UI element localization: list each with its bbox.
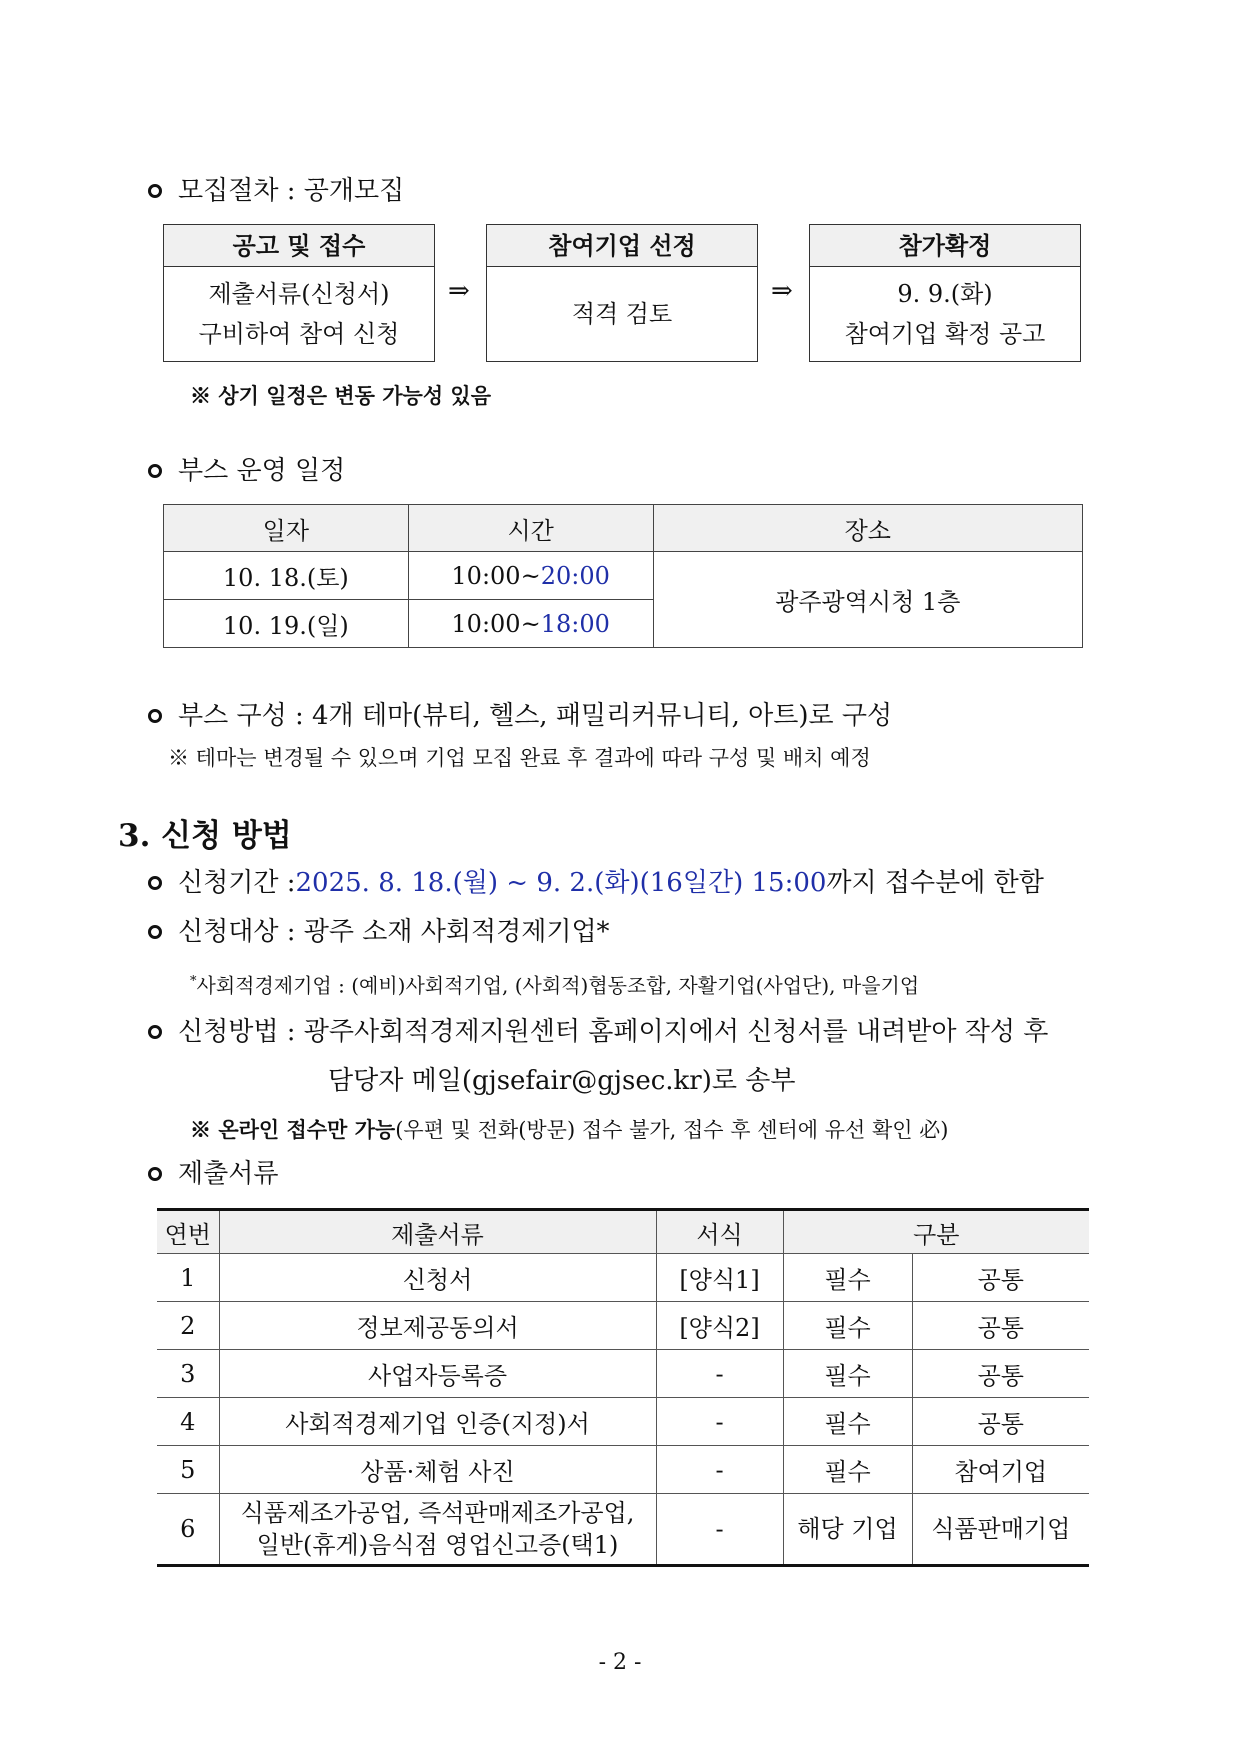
docs-heading-text: 제출서류: [178, 1159, 279, 1189]
type-cell: 공통: [912, 1398, 1089, 1446]
form-cell: -: [656, 1446, 783, 1494]
time-start: 10:00~: [451, 561, 541, 590]
recruit-note: ※ 상기 일정은 변동 가능성 있음: [190, 383, 491, 408]
flow-step-title: 참가확정: [810, 225, 1080, 267]
doc-line: 일반(휴게)음식점 영업신고증(택1): [256, 1531, 619, 1559]
circle-bullet-icon: [148, 925, 162, 939]
table-header-cell: 시간: [408, 505, 653, 552]
doc-cell: [219, 1494, 656, 1566]
booth-config-heading-text: 부스 구성 : 4개 테마(뷰티, 헬스, 패밀리커뮤니티, 아트)로 구성: [178, 701, 893, 731]
no-cell: 1: [157, 1254, 219, 1302]
apply-method-line2: 담당자 메일(gjsefair@gjsec.kr)로 송부: [328, 1066, 796, 1096]
time-start: 10:00~: [451, 609, 541, 638]
circle-bullet-icon: [148, 1025, 162, 1039]
flow-step-line: 9. 9.(화): [897, 280, 993, 308]
circle-bullet-icon: [148, 876, 162, 890]
circle-bullet-icon: [148, 184, 162, 198]
online-note-bold: 온라인 접수만 가능: [218, 1117, 396, 1142]
date-cell: 10. 18.(토): [164, 552, 409, 600]
no-cell: 3: [157, 1350, 219, 1398]
form-cell: [양식2]: [656, 1302, 783, 1350]
flow-step-title: 공고 및 접수: [164, 225, 434, 267]
apply-period-label: 신청기간 :: [178, 868, 296, 898]
req-cell: 필수: [783, 1302, 912, 1350]
type-cell: 공통: [912, 1302, 1089, 1350]
recruit-heading-text: 모집절차 : 공개모집: [178, 176, 405, 206]
doc-cell: 정보제공동의서: [219, 1302, 656, 1350]
circle-bullet-icon: [148, 709, 162, 723]
recruit-heading: [148, 174, 404, 208]
doc-cell: 상품·체험 사진: [219, 1446, 656, 1494]
req-cell: 해당 기업: [783, 1494, 912, 1566]
booth-config-note: ※ 테마는 변경될 수 있으며 기업 모집 완료 후 결과에 따라 구성 및 배치 예정: [168, 746, 871, 770]
page-number: - 2 -: [598, 1650, 642, 1675]
place-cell: 광주광역시청 1층: [653, 552, 1082, 648]
no-cell: 4: [157, 1398, 219, 1446]
table-row: [157, 1446, 1089, 1494]
time-end: 20:00: [540, 561, 610, 590]
online-note: [190, 1116, 948, 1144]
docs-heading: [148, 1157, 278, 1191]
table-row: [164, 552, 1083, 600]
flow-step-title: 참여기업 선정: [487, 225, 757, 267]
flow-step-line: 적격 검토: [571, 300, 673, 328]
flow-step-line: 제출서류(신청서): [208, 280, 390, 308]
table-header-cell: 장소: [653, 505, 1082, 552]
table-header-cell: 제출서류: [219, 1210, 656, 1254]
form-cell: -: [656, 1494, 783, 1566]
right-double-arrow-icon: ⇒: [448, 276, 470, 306]
apply-target-text: 신청대상 : 광주 소재 사회적경제기업*: [178, 917, 610, 947]
flow-step-line: 구비하여 참여 신청: [198, 320, 400, 348]
apply-method-line1: 신청방법 : 광주사회적경제지원센터 홈페이지에서 신청서를 내려받아 작성 후: [178, 1017, 1049, 1047]
target-note-text: 사회적경제기업 : (예비)사회적기업, (사회적)협동조합, 자활기업(사업단), 마을기업: [196, 973, 920, 998]
type-cell: 공통: [912, 1350, 1089, 1398]
online-note-rest: (우편 및 전화(방문) 접수 불가, 접수 후 센터에 유선 확인 必): [395, 1118, 949, 1142]
no-cell: 6: [157, 1494, 219, 1566]
type-cell: 식품판매기업: [912, 1494, 1089, 1566]
apply-period-value: 2025. 8. 18.(월) ~ 9. 2.(화)(16일간) 15:00: [295, 868, 827, 898]
date-cell: 10. 19.(일): [164, 600, 409, 648]
table-row: [157, 1254, 1089, 1302]
circle-bullet-icon: [148, 464, 162, 478]
doc-cell: 신청서: [219, 1254, 656, 1302]
table-header-cell: 구분: [783, 1210, 1089, 1254]
table-row: [157, 1350, 1089, 1398]
table-header-row: [164, 505, 1083, 552]
req-cell: 필수: [783, 1350, 912, 1398]
time-cell: [408, 552, 653, 600]
section-title: 3. 신청 방법: [118, 818, 292, 854]
booth-config-heading: [148, 699, 892, 733]
flow-step-confirm: [809, 224, 1081, 362]
booth-schedule-table: [163, 504, 1083, 648]
doc-cell: 사업자등록증: [219, 1350, 656, 1398]
form-cell: [양식1]: [656, 1254, 783, 1302]
no-cell: 5: [157, 1446, 219, 1494]
table-header-cell: 서식: [656, 1210, 783, 1254]
apply-period: [148, 866, 1044, 900]
req-cell: 필수: [783, 1446, 912, 1494]
table-header-cell: 연번: [157, 1210, 219, 1254]
type-cell: 참여기업: [912, 1446, 1089, 1494]
req-cell: 필수: [783, 1398, 912, 1446]
apply-target: [148, 915, 610, 949]
flow-step-announce: [163, 224, 435, 362]
booth-schedule-heading-text: 부스 운영 일정: [178, 456, 346, 486]
table-row: [157, 1494, 1089, 1566]
table-row: [157, 1302, 1089, 1350]
table-row: [157, 1398, 1089, 1446]
type-cell: 공통: [912, 1254, 1089, 1302]
apply-period-suffix: 까지 접수분에 한함: [826, 868, 1044, 898]
flow-step-line: 참여기업 확정 공고: [844, 320, 1046, 348]
form-cell: -: [656, 1398, 783, 1446]
no-cell: 2: [157, 1302, 219, 1350]
booth-schedule-heading: [148, 454, 345, 488]
table-header-cell: 일자: [164, 505, 409, 552]
circle-bullet-icon: [148, 1167, 162, 1181]
req-cell: 필수: [783, 1254, 912, 1302]
time-cell: [408, 600, 653, 648]
docs-table: [157, 1208, 1089, 1567]
right-double-arrow-icon: ⇒: [771, 276, 793, 306]
flow-step-selection: [486, 224, 758, 362]
asterisk-mark: *: [190, 974, 197, 989]
doc-cell: 사회적경제기업 인증(지정)서: [219, 1398, 656, 1446]
time-end: 18:00: [540, 609, 610, 638]
online-note-mark: ※: [190, 1117, 219, 1142]
apply-method: [148, 1015, 1048, 1049]
doc-line: 식품제조가공업, 즉석판매제조가공업,: [240, 1499, 635, 1527]
form-cell: -: [656, 1350, 783, 1398]
target-note: [190, 968, 919, 1000]
table-header-row: [157, 1210, 1089, 1254]
